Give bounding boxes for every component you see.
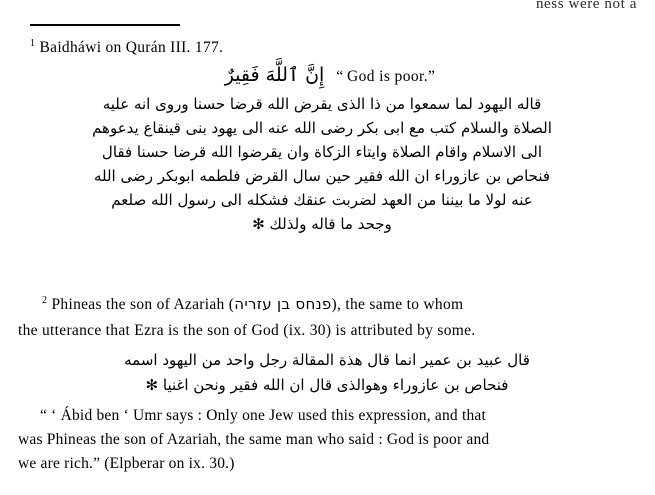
arabic-line: قال عبيد بن عمير انما قال هذة المقالة رجل واحد من اليهود اسمه: [124, 351, 530, 369]
arabic-passage-1: [8, 92, 636, 236]
footnote-1-text: Baidháwi on Qurán III. 177.: [39, 39, 224, 57]
quran-quote-line: [30, 64, 630, 86]
translation-paragraph: [18, 404, 636, 476]
translation-line: we are rich.” (Elpberar on ix. 30.): [18, 455, 235, 472]
arabic-line: عنه لولا ما بيننا من العهد لضربت عنقك فشكله الى رسول الله صلعم: [111, 191, 533, 209]
arabic-passage-2: [18, 348, 636, 398]
translation-line: was Phineas the son of Azariah, the same man who said : God is poor and: [18, 431, 490, 448]
footnote-2-line-1: [18, 288, 636, 318]
arabic-line: فنحاص بن عازوراء وهوالذى قال ان الله فقير ونحن اغنيا ✻: [145, 376, 509, 394]
translation-line: “ ‘ Ábid ben ‘ Umr says : Only one Jew used this expression, and that: [40, 407, 486, 424]
arabic-line: وجحد ما قاله ولذلك ✻: [252, 215, 392, 233]
top-cutoff-text: ness were not a: [535, 0, 637, 8]
footnote-separator-rule: [30, 24, 180, 26]
footnote-2-text-post: ), the same to whom: [331, 296, 464, 314]
footnote-2-marker: 2: [42, 295, 48, 306]
arabic-line: الى الاسلام واقام الصلاة وايتاء الزكاة وان يقرضوا الله قرضا حسنا فقال: [101, 143, 543, 161]
footnote-1: [30, 38, 630, 57]
footnote-2-text-pre: Phineas the son of Azariah (: [51, 296, 235, 314]
quran-quote-translation: “ God is poor.”: [336, 68, 436, 85]
footnote-2-line-2: the utterance that Ezra is the son of God (ix. 30) is attributed by some.: [18, 322, 476, 340]
arabic-line: الصلاة والسلام كتب مع ابى بكر رضى الله عنه الى يهود بنى قينقاع يدعوهم: [92, 119, 552, 137]
arabic-line: فنحاص بن عازوراء ان الله فقير حين سال القرض فلطمه ابوبكر رضى الله: [93, 167, 551, 185]
footnote-1-marker: 1: [30, 38, 36, 49]
footnote-2: [18, 288, 636, 344]
quran-quote-arabic: إِنَّ ٱللَّهَ فَقِيرٌ: [224, 64, 325, 86]
arabic-line: قاله اليهود لما سمعوا من ذا الذى يقرض الله قرضا حسنا وروى انه عليه: [102, 95, 542, 113]
hebrew-name: פנחס בן עזריה: [234, 295, 332, 314]
